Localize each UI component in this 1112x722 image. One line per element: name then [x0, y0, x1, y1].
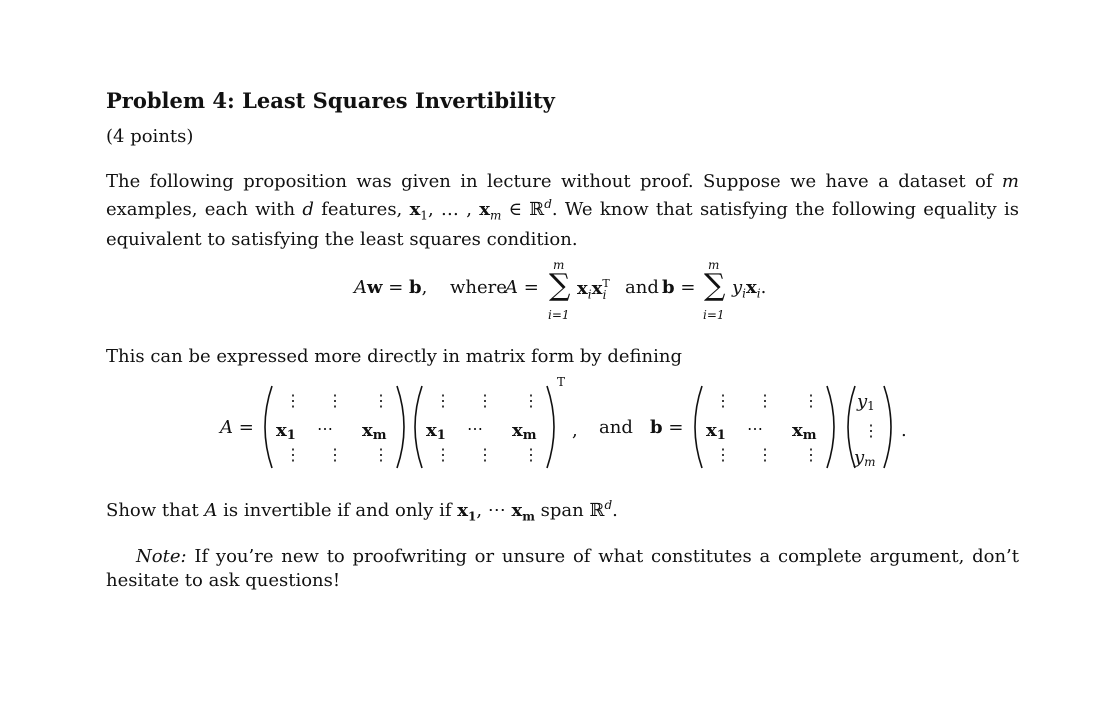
y-paren-right — [884, 386, 891, 468]
m1-paren-right — [397, 386, 404, 468]
m3-paren-right — [827, 386, 834, 468]
sum2-upper: m — [708, 258, 720, 272]
eq1-b: b = — [662, 277, 696, 298]
svg-text:⋮: ⋮ — [803, 391, 819, 410]
m1-paren-left — [265, 386, 272, 468]
eq2-and: and — [599, 417, 633, 438]
sum1-sigma: ∑ — [549, 268, 571, 303]
vector-set: $x_1$, … , $x_m$ ∈ ℝ$^d$. — [409, 197, 558, 223]
sum1-lower: i=1 — [548, 308, 570, 322]
sum2-term: $y_ix_i$. — [732, 277, 767, 301]
matrix-equation — [106, 372, 1019, 482]
svg-text:⋮: ⋮ — [523, 391, 539, 410]
m2-paren-right — [547, 386, 554, 468]
svg-text:⋮: ⋮ — [477, 445, 493, 464]
eq2-A-label: A = — [220, 417, 254, 438]
sum2-sigma: ∑ — [704, 268, 726, 303]
svg-text:⋮: ⋮ — [373, 445, 389, 464]
m1-xm: xm — [362, 420, 387, 443]
var-d: d — [302, 199, 314, 220]
svg-text:⋮: ⋮ — [757, 445, 773, 464]
eq2-period: . — [901, 420, 907, 441]
eq1-and: and — [625, 277, 659, 298]
m3-x1: x1 — [706, 420, 726, 443]
svg-text:⋯: ⋯ — [467, 419, 483, 438]
matrix-intro: This can be expressed more directly in matrix form by defining — [106, 346, 682, 367]
m2-transpose: T — [557, 375, 566, 389]
eq2-b-label: b = — [650, 417, 684, 438]
rd-symbol: ℝ$^d$. — [589, 498, 618, 521]
eq2-comma: , — [572, 420, 578, 441]
svg-text:⋮: ⋮ — [327, 391, 343, 410]
svg-text:⋮: ⋮ — [435, 445, 451, 464]
sum2-lower: i=1 — [703, 308, 725, 322]
svg-text:⋮: ⋮ — [477, 391, 493, 410]
ym: ym — [854, 447, 876, 469]
svg-text:⋮: ⋮ — [285, 391, 301, 410]
m1-x1: x1 — [276, 420, 296, 443]
span-vectors: $x_1$, ⋯ $x_m$ — [457, 500, 535, 524]
sum1-term: $x_ix^T_i$ — [577, 277, 610, 302]
note-paragraph — [106, 545, 1019, 593]
intro-paragraph: The following proposition was given in lecture without proof. Suppose we have a dataset of m examples, each with d features, $x_1$, … , $x_m$ ∈ ℝ$^d$. We know that satisfying the following equality is equivalent to satisfying the least squares condition. — [106, 171, 1019, 250]
var-m: m — [1001, 171, 1019, 192]
svg-text:⋮: ⋮ — [327, 445, 343, 464]
eq1-where: where — [450, 277, 507, 298]
problem-page — [106, 86, 1019, 591]
svg-text:⋮: ⋮ — [523, 445, 539, 464]
y1: y1 — [857, 391, 875, 413]
m3-xm: xm — [792, 420, 817, 443]
problem-title: Problem 4: Least Squares Invertibility — [106, 88, 555, 113]
m2-xm: xm — [512, 420, 537, 443]
svg-text:⋮: ⋮ — [757, 391, 773, 410]
eq1-A: A = — [505, 277, 539, 298]
m2-x1: x1 — [426, 420, 446, 443]
show-statement: Show that A is invertible if and only if $x_1$, ⋯ $x_m$ span ℝ$^d$. — [106, 498, 618, 524]
svg-text:⋯: ⋯ — [747, 419, 763, 438]
sum1-upper: m — [553, 258, 565, 272]
note-label: Note: — [136, 546, 187, 567]
svg-text:⋯: ⋯ — [317, 419, 333, 438]
svg-text:⋮: ⋮ — [373, 391, 389, 410]
note-text: If you’re new to proofwriting or unsure of what constitutes a complete argument, don’t hesitate to ask questions! — [106, 546, 1019, 591]
svg-text:⋮: ⋮ — [715, 445, 731, 464]
m2-paren-left — [415, 386, 422, 468]
svg-text:⋮: ⋮ — [285, 445, 301, 464]
eq1-lhs: Aw = b, — [354, 277, 428, 298]
y-dots: ⋮ — [863, 421, 879, 440]
svg-text:⋮: ⋮ — [435, 391, 451, 410]
svg-text:⋮: ⋮ — [715, 391, 731, 410]
m3-paren-left — [695, 386, 702, 468]
equation-normal — [106, 254, 1019, 326]
points-label: (4 points) — [106, 126, 194, 147]
svg-text:⋮: ⋮ — [803, 445, 819, 464]
